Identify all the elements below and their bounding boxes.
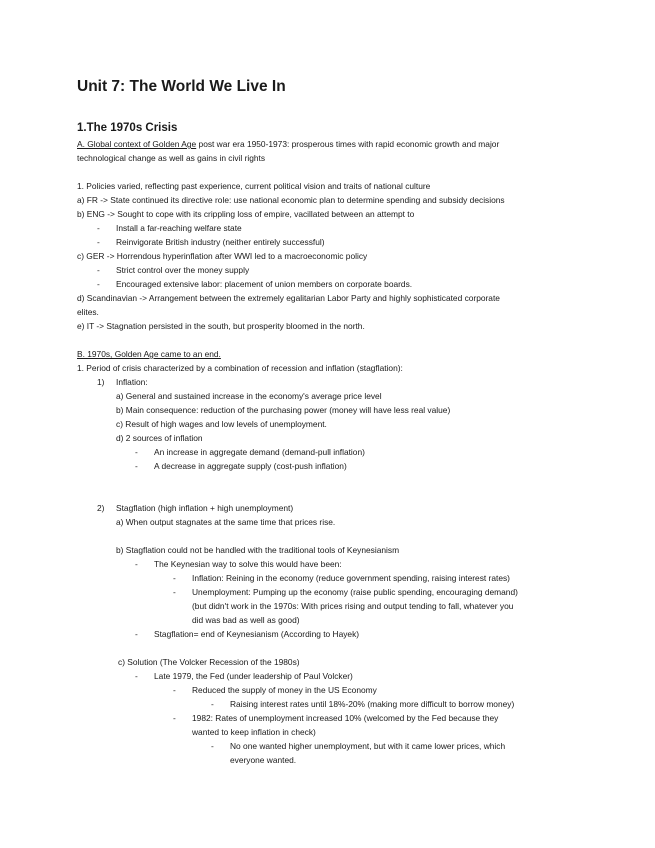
- list-number: 2): [97, 503, 105, 513]
- hayek-note: Stagflation= end of Keynesianism (According to Hayek): [154, 629, 360, 639]
- scandinavian-item-line2: elites.: [77, 307, 99, 317]
- bullet-dash: -: [135, 447, 138, 457]
- eng-sub-2: Reinvigorate British industry (neither entirely successful): [116, 237, 325, 247]
- bullet-dash: -: [135, 461, 138, 471]
- ger-sub-1: Strict control over the money supply: [116, 265, 250, 275]
- inflation-source-2: A decrease in aggregate supply (cost-push inflation): [154, 461, 347, 471]
- solution-2c-line2: everyone wanted.: [230, 755, 297, 765]
- solution-1: Late 1979, the Fed (under leadership of Paul Volcker): [154, 671, 353, 681]
- bullet-dash: -: [173, 587, 176, 597]
- bullet-dash: -: [211, 699, 214, 709]
- part-a-intro-text: post war era 1950-1973: prosperous times with rapid economic growth and major: [196, 139, 500, 149]
- policies-paragraph: 1. Policies varied, reflecting past experience, current political vision and traits of national culture: [77, 181, 431, 191]
- inflation-source-1: An increase in aggregate demand (demand-pull inflation): [154, 447, 365, 457]
- part-a-heading: A. Global context of Golden Age: [77, 139, 197, 149]
- keynesian-unemployment-line3: did was bad as well as good): [192, 615, 300, 625]
- solution-1a: Reduced the supply of money in the US Economy: [192, 685, 377, 695]
- inflation-a: a) General and sustained increase in the economy's average price level: [116, 391, 382, 401]
- section-heading: 1.The 1970s Crisis: [77, 122, 178, 134]
- page-title: Unit 7: The World We Live In: [77, 78, 286, 95]
- keynesian-unemployment-line2: (but didn't work in the 1970s: With prices rising and output tending to fall, whatever you: [192, 601, 514, 611]
- solution-1a1: Raising interest rates until 18%-20% (making more difficult to borrow money): [230, 699, 515, 709]
- ger-sub-2: Encouraged extensive labor: placement of union members on corporate boards.: [116, 279, 413, 289]
- list-number: 1): [97, 377, 105, 387]
- bullet-dash: -: [97, 279, 100, 289]
- bullet-dash: -: [97, 223, 100, 233]
- inflation-b: b) Main consequence: reduction of the purchasing power (money will have less real value): [116, 405, 451, 415]
- bullet-dash: -: [97, 237, 100, 247]
- it-item: e) IT -> Stagnation persisted in the south, but prosperity bloomed in the north.: [77, 321, 365, 331]
- keynesian-inflation: Inflation: Reining in the economy (reduce government spending, raising interest rates): [192, 573, 510, 583]
- solution-2-line2: wanted to keep inflation in check): [192, 727, 316, 737]
- stagflation-heading: Stagflation (high inflation + high unemployment): [116, 503, 294, 513]
- bullet-dash: -: [135, 559, 138, 569]
- bullet-dash: -: [173, 573, 176, 583]
- bullet-dash: -: [135, 629, 138, 639]
- eng-sub-1: Install a far-reaching welfare state: [116, 223, 242, 233]
- part-b-heading: B. 1970s, Golden Age came to an end.: [77, 349, 221, 359]
- inflation-heading: Inflation:: [116, 377, 148, 387]
- solution-heading: c) Solution (The Volcker Recession of the 1980s): [118, 657, 300, 667]
- inflation-c: c) Result of high wages and low levels of unemployment.: [116, 419, 327, 429]
- solution-2: 1982: Rates of unemployment increased 10% (welcomed by the Fed because they: [192, 713, 499, 723]
- scandinavian-item: d) Scandinavian -> Arrangement between the extremely egalitarian Labor Party and highly sophisticated corporate: [77, 293, 500, 303]
- stagflation-a: a) When output stagnates at the same time that prices rise.: [116, 517, 336, 527]
- keynesian-unemployment: Unemployment: Pumping up the economy (raise public spending, encouraging demand): [192, 587, 518, 597]
- bullet-dash: -: [135, 671, 138, 681]
- keynesian-way: The Keynesian way to solve this would have been:: [154, 559, 342, 569]
- part-a-intro: [77, 139, 499, 150]
- solution-2c: No one wanted higher unemployment, but with it came lower prices, which: [230, 741, 506, 751]
- crisis-paragraph: 1. Period of crisis characterized by a combination of recession and inflation (stagflation):: [77, 363, 403, 373]
- bullet-dash: -: [211, 741, 214, 751]
- eng-item: b) ENG -> Sought to cope with its crippling loss of empire, vacillated between an attempt to: [77, 209, 415, 219]
- bullet-dash: -: [97, 265, 100, 275]
- fr-item: a) FR -> State continued its directive role: use national economic plan to determine spending and subsidy decisions: [77, 195, 505, 205]
- bullet-dash: -: [173, 685, 176, 695]
- bullet-dash: -: [173, 713, 176, 723]
- inflation-d: d) 2 sources of inflation: [116, 433, 203, 443]
- stagflation-b: b) Stagflation could not be handled with the traditional tools of Keynesianism: [116, 545, 400, 555]
- part-a-intro-line2: technological change as well as gains in civil rights: [77, 153, 266, 163]
- ger-item: c) GER -> Horrendous hyperinflation after WWI led to a macroeconomic policy: [77, 251, 368, 261]
